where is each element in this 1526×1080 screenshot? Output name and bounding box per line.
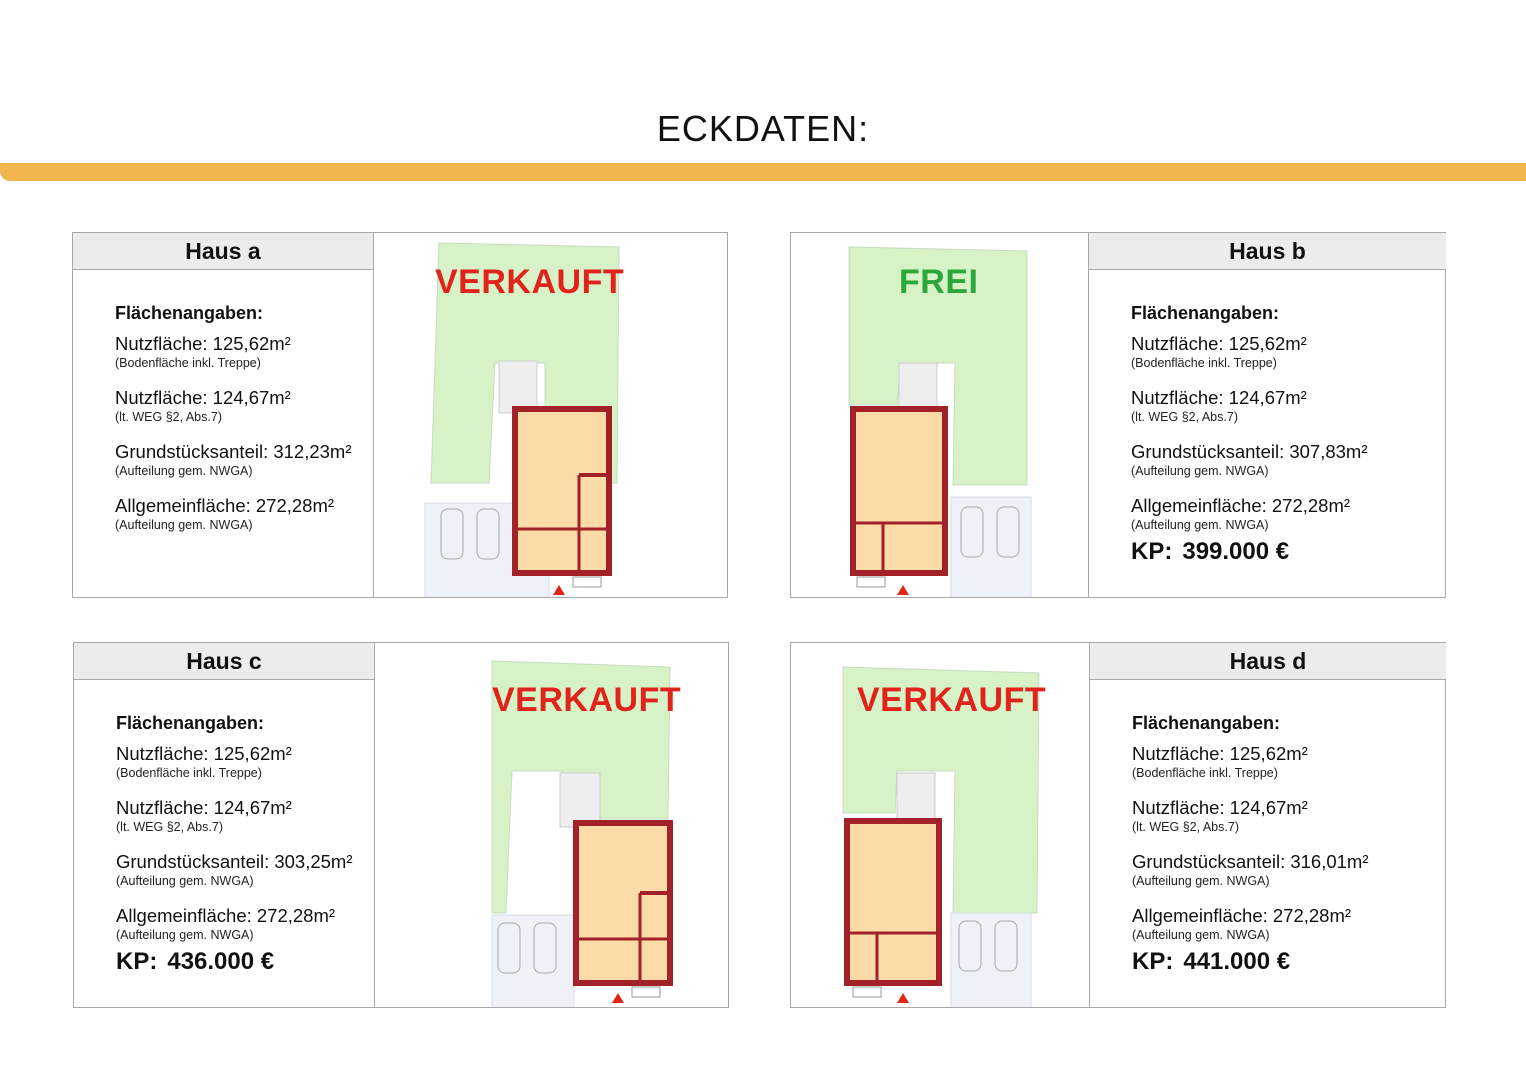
usable-area-2: Nutzfläche: 124,67m² [115,387,291,408]
status-label: VERKAUFT [492,681,682,719]
usable-area-2: Nutzfläche: 124,67m² [116,797,292,818]
price-value: 436.000 € [167,948,275,975]
usable-area-1: Nutzfläche: 125,62m² [115,333,291,354]
plot-share-note: (Aufteilung gem. NWGA) [1131,464,1269,478]
usable-area-2-note: (lt. WEG §2, Abs.7) [1131,410,1238,424]
floor-plan-c [374,643,730,1007]
house-card-d [790,642,1446,1008]
common-area-note: (Aufteilung gem. NWGA) [1132,928,1270,942]
area-label: Flächenangaben: [116,713,265,733]
area-details [1132,713,1440,976]
area-label: Flächenangaben: [115,303,264,323]
area-details [116,713,368,976]
floor-plan-a [373,233,729,597]
plot-share-note: (Aufteilung gem. NWGA) [115,464,253,478]
usable-area-1: Nutzfläche: 125,62m² [116,743,292,764]
common-area-note: (Aufteilung gem. NWGA) [116,928,254,942]
usable-area-1-note: (Bodenfläche inkl. Treppe) [115,356,261,370]
plot-share-note: (Aufteilung gem. NWGA) [116,874,254,888]
house-info-b [1088,233,1446,597]
house-info-c [74,643,375,1007]
page-title: ECKDATEN: [656,108,870,149]
house-card-a [72,232,728,598]
common-area: Allgemeinfläche: 272,28m² [1132,905,1352,926]
common-area: Allgemeinfläche: 272,28m² [1131,495,1351,516]
usable-area-2: Nutzfläche: 124,67m² [1132,797,1308,818]
common-area: Allgemeinfläche: 272,28m² [115,495,335,516]
house-info-d [1089,643,1446,1007]
house-title: Haus d [1090,643,1446,680]
area-label: Flächenangaben: [1131,303,1280,323]
purchase-price [116,948,368,976]
usable-area-1-note: (Bodenfläche inkl. Treppe) [1131,356,1277,370]
house-title: Haus b [1089,233,1446,270]
area-label: Flächenangaben: [1132,713,1281,733]
plot-share-note: (Aufteilung gem. NWGA) [1132,874,1270,888]
usable-area-1-note: (Bodenfläche inkl. Treppe) [1132,766,1278,780]
price-value: 441.000 € [1183,948,1291,975]
common-area-note: (Aufteilung gem. NWGA) [1131,518,1269,532]
house-card-b [790,232,1446,598]
purchase-price [1132,948,1440,976]
common-area-note: (Aufteilung gem. NWGA) [115,518,253,532]
area-details [115,303,367,538]
usable-area-2: Nutzfläche: 124,67m² [1131,387,1307,408]
price-value: 399.000 € [1182,538,1290,565]
house-info-a [73,233,374,597]
usable-area-2-note: (lt. WEG §2, Abs.7) [1132,820,1239,834]
floor-plan-d [791,643,1089,1007]
usable-area-1: Nutzfläche: 125,62m² [1131,333,1307,354]
house-title: Haus c [74,643,374,680]
house-title: Haus a [73,233,373,270]
area-details [1131,303,1440,566]
usable-area-2-note: (lt. WEG §2, Abs.7) [115,410,222,424]
status-label: FREI [899,263,979,301]
plot-share: Grundstücksanteil: 303,25m² [116,851,353,872]
usable-area-1-note: (Bodenfläche inkl. Treppe) [116,766,262,780]
price-label: KP: [116,948,158,975]
plot-share: Grundstücksanteil: 307,83m² [1131,441,1368,462]
purchase-price [1131,538,1440,566]
house-card-c [73,642,729,1008]
common-area: Allgemeinfläche: 272,28m² [116,905,336,926]
floor-plan-b [791,233,1088,597]
usable-area-1: Nutzfläche: 125,62m² [1132,743,1308,764]
plot-share: Grundstücksanteil: 316,01m² [1132,851,1369,872]
status-label: VERKAUFT [435,263,625,301]
accent-divider [0,163,1526,181]
price-label: KP: [1132,948,1174,975]
status-label: VERKAUFT [857,681,1047,719]
usable-area-2-note: (lt. WEG §2, Abs.7) [116,820,223,834]
price-label: KP: [1131,538,1173,565]
plot-share: Grundstücksanteil: 312,23m² [115,441,352,462]
